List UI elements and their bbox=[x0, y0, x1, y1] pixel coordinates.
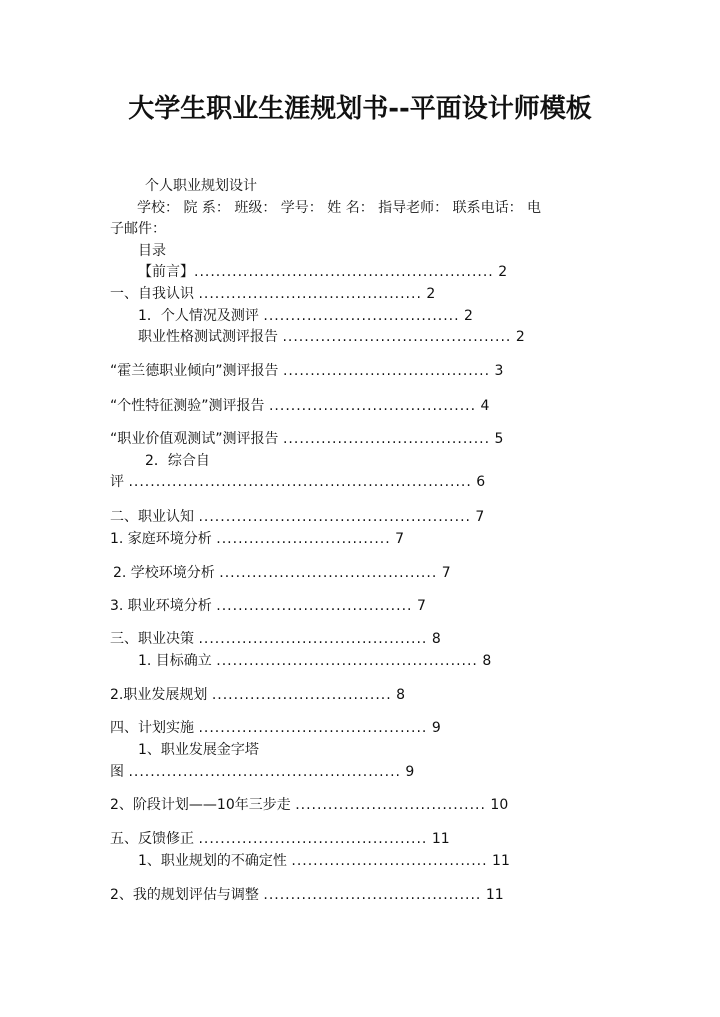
toc-page: 7 bbox=[441, 565, 451, 581]
toc-page: 8 bbox=[431, 631, 441, 647]
toc-label: 2、阶段计划——10年三步走 bbox=[110, 797, 291, 813]
toc-entry-self bbox=[110, 285, 435, 303]
toc-label: 1. 目标确立 bbox=[138, 653, 212, 669]
toc-leader: ...................................... bbox=[282, 431, 491, 447]
info-line-2: 子邮件： bbox=[110, 221, 166, 237]
toc-page: 2 bbox=[515, 329, 525, 345]
toc-page: 6 bbox=[476, 474, 486, 490]
toc-page: 5 bbox=[494, 431, 504, 447]
toc-label: 2.职业发展规划 bbox=[110, 687, 208, 703]
toc-label: 四、计划实施 bbox=[110, 720, 194, 736]
toc-label: 1．个人情况及测评 bbox=[138, 308, 259, 324]
toc-label: “霍兰德职业倾向”测评报告 bbox=[110, 363, 279, 379]
toc-page: 7 bbox=[416, 598, 426, 614]
toc-label: 1、职业规划的不确定性 bbox=[138, 853, 287, 869]
document-title: 大学生职业生涯规划书--平面设计师模板 bbox=[128, 94, 592, 124]
toc-label: 五、反馈修正 bbox=[110, 831, 194, 847]
toc-leader: .......................................... bbox=[198, 831, 428, 847]
toc-entry-development bbox=[110, 686, 405, 704]
toc-label: 2. 学校环境分析 bbox=[113, 565, 215, 581]
toc-label: 3. 职业环境分析 bbox=[110, 598, 212, 614]
toc-label: 二、职业认知 bbox=[110, 509, 194, 525]
toc-label: “职业价值观测试”测评报告 bbox=[110, 431, 279, 447]
toc-entry-pyramid-cont bbox=[110, 763, 414, 781]
toc-label: 评 bbox=[110, 474, 124, 490]
toc-page: 7 bbox=[475, 509, 485, 525]
toc-entry-summary bbox=[145, 452, 210, 470]
toc-leader: ................................................ bbox=[216, 653, 478, 669]
toc-page: 8 bbox=[396, 687, 406, 703]
toc-leader: ...................................... bbox=[282, 363, 491, 379]
toc-entry-plan bbox=[110, 719, 441, 737]
toc-page: 7 bbox=[395, 531, 405, 547]
toc-leader: ........................................ bbox=[263, 887, 482, 903]
toc-page: 2 bbox=[426, 286, 436, 302]
toc-entry-values bbox=[110, 430, 503, 448]
info-line-1: 学校： 院 系： 班级： 学号： 姓 名： 指导老师： 联系电话： 电 bbox=[137, 200, 542, 216]
toc-page: 9 bbox=[431, 720, 441, 736]
toc-page: 9 bbox=[405, 764, 415, 780]
toc-label: 【前言】 bbox=[138, 264, 194, 280]
toc-entry-job-env bbox=[110, 597, 426, 615]
toc-leader: ................................... bbox=[295, 797, 486, 813]
toc-entry-holland bbox=[110, 362, 503, 380]
toc-page: 10 bbox=[490, 797, 509, 813]
toc-entry-summary-cont bbox=[110, 473, 485, 491]
toc-entry-personal bbox=[138, 307, 473, 325]
toc-label: 1、职业发展金字塔 bbox=[138, 742, 259, 758]
toc-leader: .................................... bbox=[291, 853, 488, 869]
toc-leader: ........................................ bbox=[219, 565, 438, 581]
toc-page: 2 bbox=[464, 308, 473, 324]
toc-label: 2、我的规划评估与调整 bbox=[110, 887, 259, 903]
toc-page: 11 bbox=[485, 887, 504, 903]
subtitle: 个人职业规划设计 bbox=[145, 178, 257, 194]
toc-leader: .................................... bbox=[216, 598, 413, 614]
toc-leader: .................................................. bbox=[198, 509, 471, 525]
toc-leader: .......................................... bbox=[282, 329, 512, 345]
toc-leader: ...................................... bbox=[268, 398, 477, 414]
toc-leader: ................................ bbox=[216, 531, 391, 547]
toc-page: 4 bbox=[480, 398, 490, 414]
toc-entry-stages bbox=[110, 796, 508, 814]
toc-heading: 目录 bbox=[138, 243, 166, 259]
toc-label: 职业性格测试测评报告 bbox=[138, 329, 278, 345]
toc-entry-personality bbox=[138, 328, 525, 346]
toc-leader: .......................................... bbox=[198, 720, 428, 736]
toc-entry-school bbox=[113, 564, 451, 582]
toc-leader: ................................. bbox=[211, 687, 392, 703]
toc-entry-evaluation bbox=[110, 886, 504, 904]
toc-entry-preface bbox=[138, 263, 507, 281]
toc-entry-feedback bbox=[110, 830, 450, 848]
toc-leader: ......................................... bbox=[198, 286, 422, 302]
toc-label: 1. 家庭环境分析 bbox=[110, 531, 212, 547]
toc-page: 8 bbox=[482, 653, 492, 669]
toc-page: 3 bbox=[494, 363, 504, 379]
toc-label: 三、职业决策 bbox=[110, 631, 194, 647]
toc-page: 11 bbox=[431, 831, 450, 847]
toc-leader: .......................................... bbox=[198, 631, 428, 647]
toc-entry-pyramid bbox=[138, 741, 259, 759]
toc-entry-career bbox=[110, 508, 484, 526]
toc-label: 图 bbox=[110, 764, 124, 780]
toc-page: 2 bbox=[498, 264, 508, 280]
toc-entry-uncertainty bbox=[138, 852, 510, 870]
toc-leader: ............................................................... bbox=[128, 474, 472, 490]
toc-leader: .................................................. bbox=[128, 764, 401, 780]
toc-leader: ....................................................... bbox=[194, 264, 494, 280]
toc-entry-traits bbox=[110, 397, 489, 415]
toc-entry-decision bbox=[110, 630, 441, 648]
toc-label: 2．综合自 bbox=[145, 453, 210, 469]
toc-entry-goal bbox=[138, 652, 491, 670]
toc-label: “个性特征测验”测评报告 bbox=[110, 398, 265, 414]
toc-page: 11 bbox=[492, 853, 510, 869]
toc-label: 一、自我认识 bbox=[110, 286, 194, 302]
toc-leader: .................................... bbox=[263, 308, 460, 324]
toc-entry-family bbox=[110, 530, 404, 548]
